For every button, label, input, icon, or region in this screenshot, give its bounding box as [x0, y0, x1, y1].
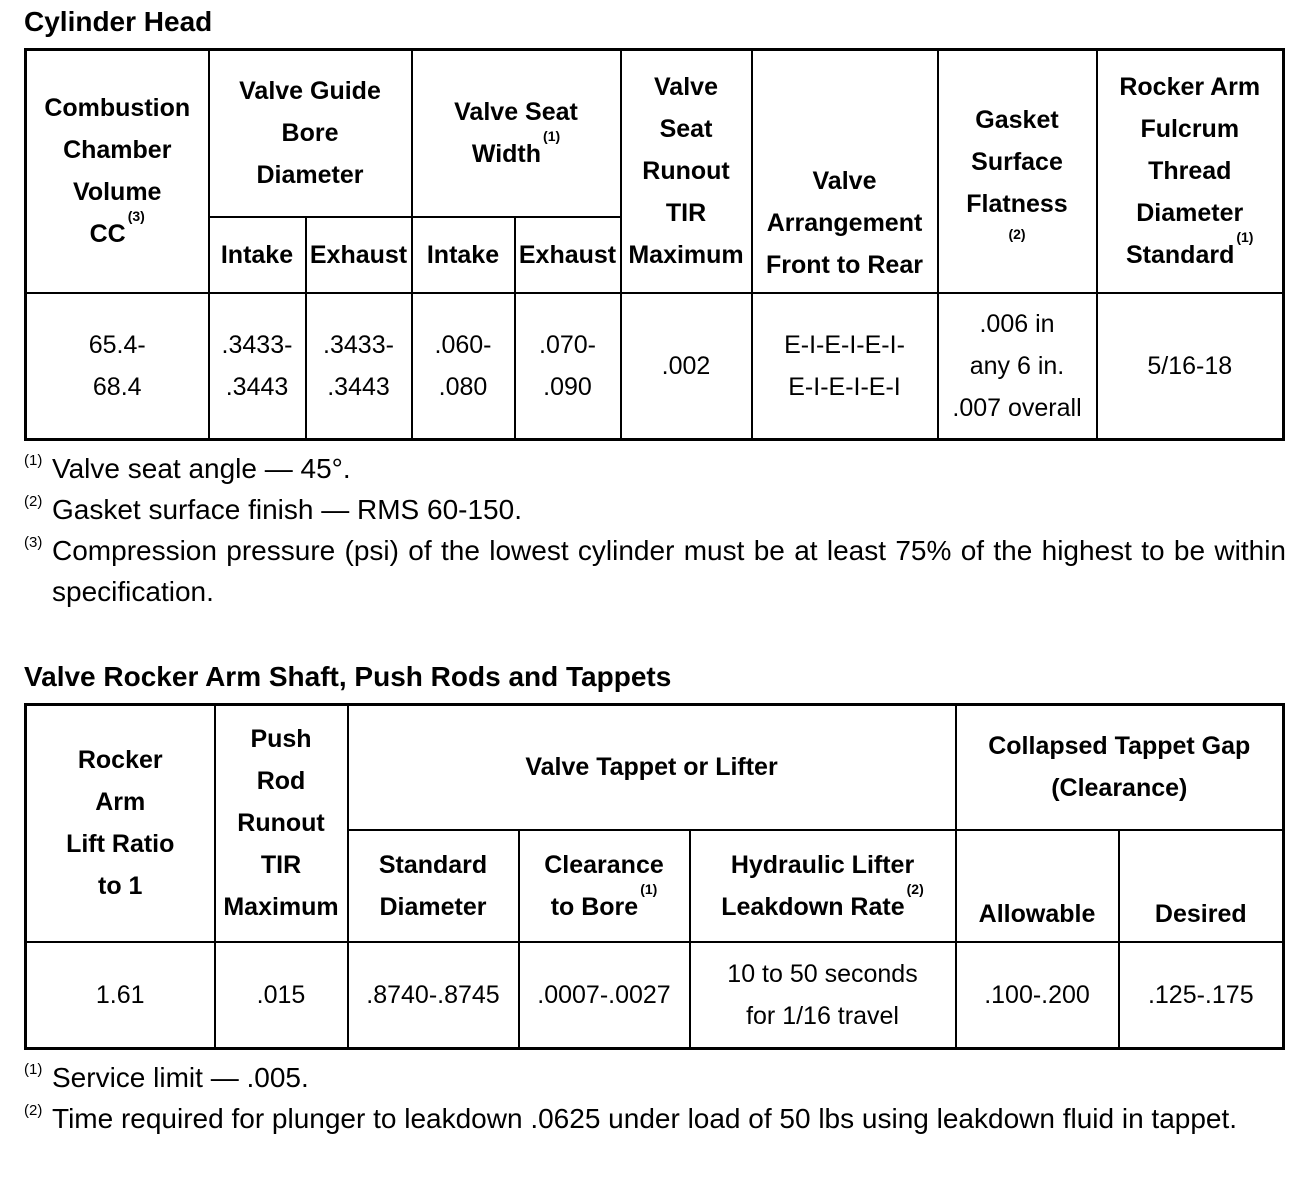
cell-standard-diameter: .8740-.8745: [348, 942, 519, 1049]
cell-seat-exhaust: .070- .090: [515, 293, 621, 440]
footnote-marker: (1): [543, 128, 561, 145]
rocker-shaft-table: [24, 703, 1285, 1050]
cell-rocker-thread: 5/16-18: [1097, 293, 1284, 440]
footnote: (2) Gasket surface finish — RMS 60-150.: [24, 493, 522, 525]
cell-leakdown-rate: 10 to 50 seconds for 1/16 travel: [690, 942, 956, 1049]
footnote: (2) Time required for plunger to leakdown .0625 under load of 50 lbs using leakdown fluid in tappet.: [24, 1102, 1238, 1134]
cell-combustion-volume: 65.4- 68.4: [26, 293, 209, 440]
header-push-rod-runout: Push Rod Runout TIR Maximum: [215, 705, 348, 942]
header-leakdown-rate: Hydraulic Lifter Leakdown Rate$^{(2)}$: [690, 830, 956, 942]
footnote: (3) Compression pressure (psi) of the lowest cylinder must be at least 75% of the highest to be within specification.: [24, 534, 1286, 607]
header-lift-ratio: Rocker Arm Lift Ratio to 1: [26, 705, 215, 942]
cylinder-head-title: Cylinder Head: [24, 6, 213, 37]
header-gasket-flatness: Gasket Surface Flatness (2): [938, 50, 1097, 293]
footnote-marker: (1): [1236, 229, 1254, 246]
header-guide-exhaust: Exhaust: [306, 217, 412, 293]
table-row: [26, 942, 1284, 1049]
footnote-marker: (3): [127, 208, 145, 225]
cylinder-head-notes: [24, 448, 1286, 612]
header-clearance-to-bore: Clearance to Bore$^{(1)}$: [519, 830, 690, 942]
footnote-marker: (2): [1008, 226, 1026, 243]
header-rocker-fulcrum-thread: Rocker Arm Fulcrum Thread Diameter Standard$^{(1)}$: [1097, 50, 1284, 293]
rocker-shaft-title: Valve Rocker Arm Shaft, Push Rods and Tappets: [24, 661, 672, 692]
footnote: (1) Valve seat angle — 45°.: [24, 452, 351, 484]
footnote-marker: (1): [640, 880, 658, 897]
header-valve-tappet-group: Valve Tappet or Lifter: [348, 705, 956, 830]
rocker-shaft-notes: [24, 1057, 1286, 1139]
cell-allowable: .100-.200: [956, 942, 1119, 1049]
footnote: (1) Service limit — .005.: [24, 1061, 309, 1093]
cell-seat-runout: .002: [621, 293, 752, 440]
cell-valve-arrangement: E-I-E-I-E-I- E-I-E-I-E-I: [752, 293, 938, 440]
cell-seat-intake: .060- .080: [412, 293, 515, 440]
footnote-marker: (2): [906, 880, 924, 897]
header-valve-seat-runout: Valve Seat Runout TIR Maximum: [621, 50, 752, 293]
table-row: [26, 293, 1284, 440]
cell-gasket-flatness: .006 in any 6 in. .007 overall: [938, 293, 1097, 440]
header-seat-exhaust: Exhaust: [515, 217, 621, 293]
header-seat-intake: Intake: [412, 217, 515, 293]
header-standard-diameter: Standard Diameter: [348, 830, 519, 942]
cell-guide-exhaust: .3433- .3443: [306, 293, 412, 440]
cylinder-head-table: [24, 48, 1285, 441]
cell-clearance-to-bore: .0007-.0027: [519, 942, 690, 1049]
cell-lift-ratio: 1.61: [26, 942, 215, 1049]
header-allowable: Allowable: [956, 830, 1119, 942]
cell-push-rod-runout: .015: [215, 942, 348, 1049]
header-collapsed-gap-group: Collapsed Tappet Gap (Clearance): [956, 705, 1284, 830]
cell-guide-intake: .3433- .3443: [209, 293, 306, 440]
header-valve-seat-width: Valve Seat Width$^{(1)}$: [412, 50, 621, 217]
header-valve-arrangement: Valve Arrangement Front to Rear: [752, 50, 938, 293]
header-guide-intake: Intake: [209, 217, 306, 293]
header-desired: Desired: [1119, 830, 1284, 942]
header-valve-guide-bore: Valve Guide Bore Diameter: [209, 50, 412, 217]
cell-desired: .125-.175: [1119, 942, 1284, 1049]
header-combustion-volume: Combustion Chamber Volume CC$^{(3)}$: [26, 50, 209, 293]
